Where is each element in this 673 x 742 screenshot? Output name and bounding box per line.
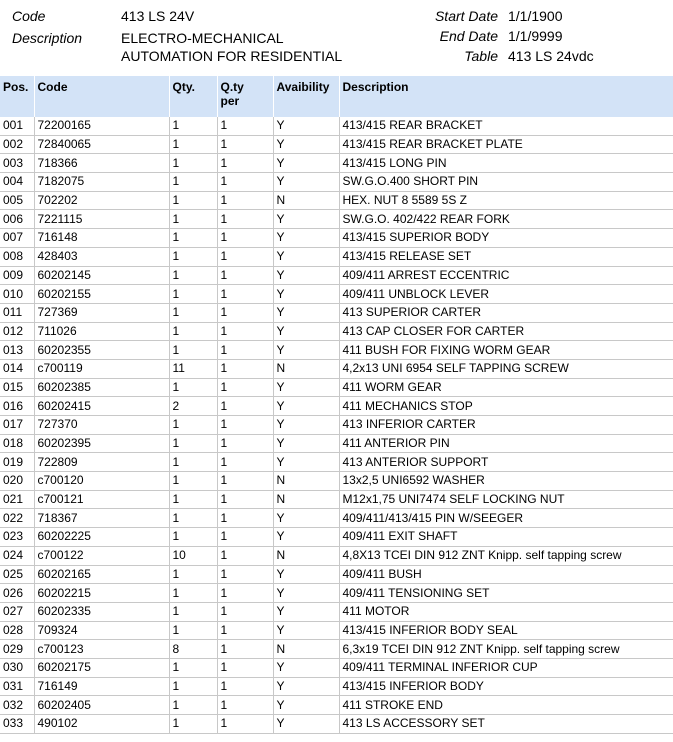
cell-code: 711026	[34, 322, 169, 341]
cell-qty-per: 1	[217, 303, 273, 322]
cell-pos: 016	[0, 397, 34, 416]
cell-qty-per: 1	[217, 359, 273, 378]
cell-code: 709324	[34, 621, 169, 640]
cell-description: 413 CAP CLOSER FOR CARTER	[339, 322, 673, 341]
end-date-label: End Date	[439, 28, 498, 44]
start-date-label: Start Date	[434, 8, 498, 24]
cell-description: 4,8X13 TCEI DIN 912 ZNT Knipp. self tapping screw	[339, 546, 673, 565]
cell-qty: 10	[169, 546, 217, 565]
table-row	[0, 565, 673, 584]
cell-pos: 029	[0, 640, 34, 659]
cell-qty-per: 1	[217, 154, 273, 173]
cell-pos: 033	[0, 715, 34, 734]
cell-availability: Y	[273, 247, 339, 266]
table-row	[0, 677, 673, 696]
table-row	[0, 490, 673, 509]
cell-qty: 1	[169, 247, 217, 266]
qty-per-header-text: Q.ty per	[220, 80, 244, 108]
table-row	[0, 509, 673, 528]
cell-description: SW.G.O. 402/422 REAR FORK	[339, 210, 673, 229]
cell-availability: Y	[273, 584, 339, 603]
column-header-description: Description	[339, 76, 673, 117]
column-header-availability: Avaibility	[273, 76, 339, 117]
column-header-pos: Pos.	[0, 76, 34, 117]
cell-qty: 1	[169, 434, 217, 453]
cell-code: 716149	[34, 677, 169, 696]
cell-qty-per: 1	[217, 173, 273, 192]
cell-code: 716148	[34, 229, 169, 248]
cell-availability: Y	[273, 696, 339, 715]
cell-description: 409/411 EXIT SHAFT	[339, 528, 673, 547]
table-row	[0, 210, 673, 229]
cell-qty-per: 1	[217, 117, 273, 135]
cell-description: 413/415 LONG PIN	[339, 154, 673, 173]
table-row	[0, 397, 673, 416]
cell-description: HEX. NUT 8 5589 5S Z	[339, 191, 673, 210]
cell-qty: 1	[169, 378, 217, 397]
cell-qty-per: 1	[217, 322, 273, 341]
cell-availability: Y	[273, 285, 339, 304]
cell-description: 413 LS ACCESSORY SET	[339, 715, 673, 734]
cell-description: 411 MOTOR	[339, 602, 673, 621]
cell-qty: 1	[169, 341, 217, 360]
cell-availability: Y	[273, 602, 339, 621]
cell-qty-per: 1	[217, 640, 273, 659]
cell-description: 409/411 ARREST ECCENTRIC	[339, 266, 673, 285]
cell-availability: Y	[273, 322, 339, 341]
table-row	[0, 472, 673, 491]
cell-description: 413 SUPERIOR CARTER	[339, 303, 673, 322]
cell-availability: Y	[273, 621, 339, 640]
cell-code: c700120	[34, 472, 169, 491]
cell-code: 72200165	[34, 117, 169, 135]
cell-code: 7221115	[34, 210, 169, 229]
column-header-qty: Qty.	[169, 76, 217, 117]
parts-table	[0, 76, 673, 734]
cell-pos: 019	[0, 453, 34, 472]
cell-qty: 1	[169, 266, 217, 285]
cell-availability: Y	[273, 135, 339, 154]
cell-pos: 008	[0, 247, 34, 266]
cell-description: 413/415 SUPERIOR BODY	[339, 229, 673, 248]
cell-qty: 1	[169, 322, 217, 341]
cell-pos: 031	[0, 677, 34, 696]
document-header	[0, 0, 673, 76]
cell-qty: 8	[169, 640, 217, 659]
table-row	[0, 135, 673, 154]
cell-qty-per: 1	[217, 285, 273, 304]
cell-code: 727370	[34, 416, 169, 435]
cell-qty: 2	[169, 397, 217, 416]
cell-code: c700121	[34, 490, 169, 509]
table-row	[0, 266, 673, 285]
cell-qty: 1	[169, 602, 217, 621]
cell-description: 409/411 UNBLOCK LEVER	[339, 285, 673, 304]
cell-code: 722809	[34, 453, 169, 472]
cell-pos: 028	[0, 621, 34, 640]
cell-availability: Y	[273, 416, 339, 435]
cell-description: 409/411/413/415 PIN W/SEEGER	[339, 509, 673, 528]
cell-description: 413 INFERIOR CARTER	[339, 416, 673, 435]
cell-qty: 1	[169, 229, 217, 248]
cell-qty: 1	[169, 490, 217, 509]
table-body	[0, 117, 673, 733]
cell-pos: 009	[0, 266, 34, 285]
start-date-value: 1/1/1900	[508, 8, 563, 24]
cell-qty: 1	[169, 509, 217, 528]
table-row	[0, 229, 673, 248]
table-row	[0, 154, 673, 173]
cell-availability: Y	[273, 210, 339, 229]
description-line-2: AUTOMATION FOR RESIDENTIAL	[121, 48, 343, 64]
table-row	[0, 546, 673, 565]
table-row	[0, 434, 673, 453]
cell-qty-per: 1	[217, 696, 273, 715]
cell-code: 60202165	[34, 565, 169, 584]
cell-code: 60202155	[34, 285, 169, 304]
cell-pos: 012	[0, 322, 34, 341]
cell-availability: Y	[273, 434, 339, 453]
cell-availability: Y	[273, 658, 339, 677]
table-row	[0, 285, 673, 304]
cell-pos: 025	[0, 565, 34, 584]
cell-qty-per: 1	[217, 229, 273, 248]
cell-qty-per: 1	[217, 658, 273, 677]
cell-qty: 1	[169, 117, 217, 135]
cell-qty-per: 1	[217, 677, 273, 696]
table-row	[0, 117, 673, 135]
cell-description: 409/411 TENSIONING SET	[339, 584, 673, 603]
cell-availability: Y	[273, 565, 339, 584]
cell-qty: 1	[169, 173, 217, 192]
cell-qty-per: 1	[217, 528, 273, 547]
cell-availability: Y	[273, 173, 339, 192]
cell-qty: 1	[169, 453, 217, 472]
cell-description: 4,2x13 UNI 6954 SELF TAPPING SCREW	[339, 359, 673, 378]
cell-qty-per: 1	[217, 434, 273, 453]
cell-pos: 005	[0, 191, 34, 210]
table-value: 413 LS 24vdc	[508, 48, 594, 64]
cell-qty-per: 1	[217, 472, 273, 491]
cell-qty-per: 1	[217, 416, 273, 435]
table-row	[0, 658, 673, 677]
cell-availability: Y	[273, 303, 339, 322]
cell-qty: 1	[169, 472, 217, 491]
cell-code: 60202395	[34, 434, 169, 453]
cell-pos: 007	[0, 229, 34, 248]
cell-qty-per: 1	[217, 247, 273, 266]
cell-qty-per: 1	[217, 378, 273, 397]
cell-code: 72840065	[34, 135, 169, 154]
cell-qty-per: 1	[217, 266, 273, 285]
cell-qty: 11	[169, 359, 217, 378]
cell-description: 413/415 INFERIOR BODY	[339, 677, 673, 696]
cell-qty-per: 1	[217, 715, 273, 734]
cell-availability: Y	[273, 266, 339, 285]
table-row	[0, 528, 673, 547]
table-row	[0, 453, 673, 472]
code-value: 413 LS 24V	[121, 8, 195, 24]
cell-availability: Y	[273, 528, 339, 547]
cell-qty: 1	[169, 658, 217, 677]
table-header-row	[0, 76, 673, 117]
table-row	[0, 341, 673, 360]
cell-description: 411 BUSH FOR FIXING WORM GEAR	[339, 341, 673, 360]
table-row	[0, 247, 673, 266]
cell-description: 409/411 TERMINAL INFERIOR CUP	[339, 658, 673, 677]
cell-availability: Y	[273, 341, 339, 360]
cell-description: 13x2,5 UNI6592 WASHER	[339, 472, 673, 491]
cell-availability: N	[273, 191, 339, 210]
cell-pos: 027	[0, 602, 34, 621]
cell-code: 60202225	[34, 528, 169, 547]
cell-code: c700122	[34, 546, 169, 565]
cell-description: 411 WORM GEAR	[339, 378, 673, 397]
cell-pos: 020	[0, 472, 34, 491]
cell-qty-per: 1	[217, 621, 273, 640]
cell-qty-per: 1	[217, 341, 273, 360]
table-row	[0, 621, 673, 640]
cell-availability: N	[273, 472, 339, 491]
cell-pos: 018	[0, 434, 34, 453]
code-label: Code	[12, 8, 46, 24]
cell-qty: 1	[169, 677, 217, 696]
cell-pos: 004	[0, 173, 34, 192]
cell-pos: 002	[0, 135, 34, 154]
table-row	[0, 322, 673, 341]
cell-description: 411 STROKE END	[339, 696, 673, 715]
cell-availability: Y	[273, 117, 339, 135]
cell-description: 6,3x19 TCEI DIN 912 ZNT Knipp. self tapping screw	[339, 640, 673, 659]
description-line-1: ELECTRO-MECHANICAL	[121, 30, 284, 46]
cell-qty: 1	[169, 210, 217, 229]
cell-description: 409/411 BUSH	[339, 565, 673, 584]
cell-code: 718366	[34, 154, 169, 173]
cell-code: 727369	[34, 303, 169, 322]
cell-pos: 014	[0, 359, 34, 378]
cell-qty-per: 1	[217, 397, 273, 416]
cell-code: 60202385	[34, 378, 169, 397]
cell-qty: 1	[169, 285, 217, 304]
cell-qty: 1	[169, 715, 217, 734]
cell-description: 413/415 REAR BRACKET	[339, 117, 673, 135]
cell-qty: 1	[169, 191, 217, 210]
cell-pos: 023	[0, 528, 34, 547]
cell-qty-per: 1	[217, 602, 273, 621]
cell-qty-per: 1	[217, 509, 273, 528]
cell-availability: N	[273, 546, 339, 565]
cell-qty-per: 1	[217, 453, 273, 472]
cell-qty-per: 1	[217, 191, 273, 210]
cell-code: 60202215	[34, 584, 169, 603]
table-row	[0, 584, 673, 603]
description-label: Description	[12, 30, 83, 46]
cell-availability: Y	[273, 677, 339, 696]
table-row	[0, 173, 673, 192]
cell-code: c700123	[34, 640, 169, 659]
cell-pos: 003	[0, 154, 34, 173]
cell-description: 411 ANTERIOR PIN	[339, 434, 673, 453]
cell-code: 60202415	[34, 397, 169, 416]
cell-description: M12x1,75 UNI7474 SELF LOCKING NUT	[339, 490, 673, 509]
cell-code: 60202175	[34, 658, 169, 677]
cell-pos: 001	[0, 117, 34, 135]
table-row	[0, 715, 673, 734]
table-label: Table	[464, 48, 498, 64]
cell-qty: 1	[169, 621, 217, 640]
column-header-code: Code	[34, 76, 169, 117]
cell-pos: 013	[0, 341, 34, 360]
cell-qty-per: 1	[217, 490, 273, 509]
cell-description: 413 ANTERIOR SUPPORT	[339, 453, 673, 472]
table-row	[0, 378, 673, 397]
cell-pos: 011	[0, 303, 34, 322]
cell-qty: 1	[169, 416, 217, 435]
cell-qty: 1	[169, 584, 217, 603]
cell-code: 60202405	[34, 696, 169, 715]
cell-pos: 032	[0, 696, 34, 715]
cell-code: 428403	[34, 247, 169, 266]
cell-availability: Y	[273, 453, 339, 472]
cell-availability: N	[273, 640, 339, 659]
cell-qty-per: 1	[217, 565, 273, 584]
table-row	[0, 191, 673, 210]
cell-code: 60202335	[34, 602, 169, 621]
cell-qty-per: 1	[217, 210, 273, 229]
cell-qty-per: 1	[217, 546, 273, 565]
table-row	[0, 359, 673, 378]
cell-pos: 026	[0, 584, 34, 603]
cell-pos: 010	[0, 285, 34, 304]
table-row	[0, 602, 673, 621]
cell-code: 490102	[34, 715, 169, 734]
column-header-qty-per	[217, 76, 273, 117]
cell-qty: 1	[169, 135, 217, 154]
table-row	[0, 416, 673, 435]
cell-description: 411 MECHANICS STOP	[339, 397, 673, 416]
table-row	[0, 696, 673, 715]
cell-qty: 1	[169, 303, 217, 322]
cell-availability: Y	[273, 509, 339, 528]
cell-pos: 017	[0, 416, 34, 435]
table-row	[0, 303, 673, 322]
cell-pos: 030	[0, 658, 34, 677]
cell-availability: Y	[273, 397, 339, 416]
cell-code: 702202	[34, 191, 169, 210]
cell-pos: 015	[0, 378, 34, 397]
cell-description: 413/415 INFERIOR BODY SEAL	[339, 621, 673, 640]
cell-qty: 1	[169, 696, 217, 715]
cell-qty-per: 1	[217, 135, 273, 154]
cell-qty: 1	[169, 565, 217, 584]
cell-availability: N	[273, 490, 339, 509]
cell-availability: N	[273, 359, 339, 378]
cell-pos: 021	[0, 490, 34, 509]
cell-code: c700119	[34, 359, 169, 378]
cell-qty: 1	[169, 528, 217, 547]
cell-description: SW.G.O.400 SHORT PIN	[339, 173, 673, 192]
cell-pos: 022	[0, 509, 34, 528]
cell-availability: Y	[273, 378, 339, 397]
cell-qty: 1	[169, 154, 217, 173]
cell-code: 60202145	[34, 266, 169, 285]
cell-description: 413/415 RELEASE SET	[339, 247, 673, 266]
cell-code: 7182075	[34, 173, 169, 192]
cell-pos: 024	[0, 546, 34, 565]
cell-availability: Y	[273, 229, 339, 248]
cell-code: 60202355	[34, 341, 169, 360]
cell-pos: 006	[0, 210, 34, 229]
cell-availability: Y	[273, 154, 339, 173]
cell-code: 718367	[34, 509, 169, 528]
end-date-value: 1/1/9999	[508, 28, 563, 44]
cell-description: 413/415 REAR BRACKET PLATE	[339, 135, 673, 154]
table-row	[0, 640, 673, 659]
cell-qty-per: 1	[217, 584, 273, 603]
cell-availability: Y	[273, 715, 339, 734]
